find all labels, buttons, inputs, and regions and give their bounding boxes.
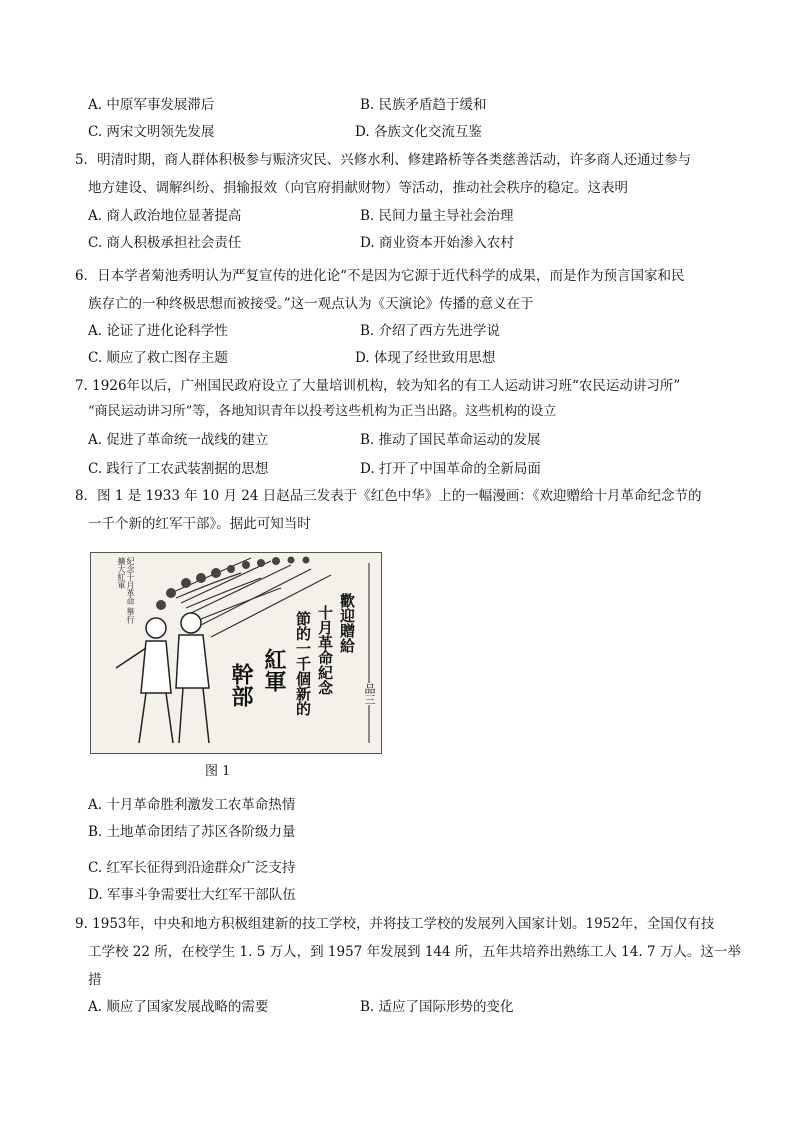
cartoon-title-col1: 歡迎贈給 <box>338 593 356 653</box>
cartoon-figure <box>90 552 382 754</box>
q6-option-b: B. 介绍了西方先进学说 <box>360 323 501 339</box>
q5-option-b: B. 民间力量主导社会治理 <box>360 208 514 224</box>
q6-option-c: C. 顺应了救亡图存主题 <box>88 350 228 366</box>
q8-option-a: A. 十月革命胜利激发工农革命热情 <box>88 797 296 813</box>
q9-stem-line1: 9. 1953年，中央和地方积极组建新的技工学校，并将技工学校的发展列入国家计划。1952年，全国仅有技 <box>75 916 715 932</box>
cartoon-signature: 品三 <box>363 683 376 705</box>
cartoon-side-note: 紀念十月革命 舉行擴大紅軍 <box>117 557 135 624</box>
q4-option-b: B. 民族矛盾趋于缓和 <box>360 97 487 113</box>
q8-option-d: D. 军事斗争需要壮大红军干部队伍 <box>88 887 296 903</box>
q9-option-b: B. 适应了国际形势的变化 <box>360 999 514 1015</box>
q5-stem-line1: 5．明清时期，商人群体积极参与赈济灾民、兴修水利、修建路桥等各类慈善活动，许多商人还通过参与 <box>75 152 692 168</box>
q8-stem-line1: 8．图 1 是 1933 年 10 月 24 日赵品三发表于《红色中华》上的一幅漫画：《欢迎赠给十月革命纪念节的 <box>75 488 702 504</box>
q5-stem-line2: 地方建设、调解纠纷、捐输报效（向官府捐献财物）等活动，推动社会秩序的稳定。这表明 <box>88 180 628 196</box>
q5-option-a: A. 商人政治地位显著提高 <box>88 208 242 224</box>
q7-option-a: A. 促进了革命统一战线的建立 <box>88 432 269 448</box>
q8-option-c: C. 红军长征得到沿途群众广泛支持 <box>88 860 296 876</box>
main-figures <box>116 613 209 743</box>
q7-option-d: D. 打开了中国革命的全新局面 <box>360 461 541 477</box>
cartoon-big-col1: 紅軍 <box>261 648 287 692</box>
q5-option-d: D. 商业资本开始渗入农村 <box>360 235 514 251</box>
q9-stem-line3: 措 <box>88 972 102 988</box>
q4-option-d: D. 各族文化交流互鉴 <box>355 124 482 140</box>
q7-stem-line1: 7. 1926年以后，广州国民政府设立了大量培训机构，较为知名的有工人运动讲习班“农民运动讲习所” <box>75 378 681 394</box>
q4-option-a: A. 中原军事发展滞后 <box>88 97 215 113</box>
q7-stem-line2: “商民运动讲习所”等，各地知识青年以投考这些机构为正当出路。这些机构的设立 <box>88 404 557 419</box>
q6-option-a: A. 论证了进化论科学性 <box>88 323 228 339</box>
q7-option-b: B. 推动了国民革命运动的发展 <box>360 432 541 448</box>
cartoon-big-col2: 幹部 <box>228 663 254 707</box>
cartoon-title-col2: 十月革命紀念 <box>316 605 334 695</box>
q6-option-d: D. 体现了经世致用思想 <box>355 350 496 366</box>
q4-option-c: C. 两宋文明领先发展 <box>88 124 215 140</box>
q9-option-a: A. 顺应了国家发展战略的需要 <box>88 999 269 1015</box>
q5-option-c: C. 商人积极承担社会责任 <box>88 235 242 251</box>
q9-stem-line2: 工学校 22 所，在校学生 1. 5 万人，到 1957 年发展到 144 所，五年共培养出熟练工人 14. 7 万人。这一举 <box>88 944 741 960</box>
crowd-heads <box>156 557 310 611</box>
q8-stem-line2: 一千个新的红军干部》。据此可知当时 <box>88 516 311 532</box>
q7-option-c: C. 践行了工农武装割据的思想 <box>88 461 269 477</box>
cartoon-title-col3: 節的一千個新的 <box>294 611 312 716</box>
figure-caption: 图 1 <box>205 764 231 779</box>
q6-stem-line1: 6．日本学者菊池秀明认为严复宣传的进化论“不是因为它源于近代科学的成果，而是作为预言国家和民 <box>75 268 685 284</box>
q8-option-b: B. 土地革命团结了苏区各阶级力量 <box>88 824 296 840</box>
q6-stem-line2: 族存亡的一种终极思想而被接受。”这一观点认为《天演论》传播的意义在于 <box>88 296 534 312</box>
